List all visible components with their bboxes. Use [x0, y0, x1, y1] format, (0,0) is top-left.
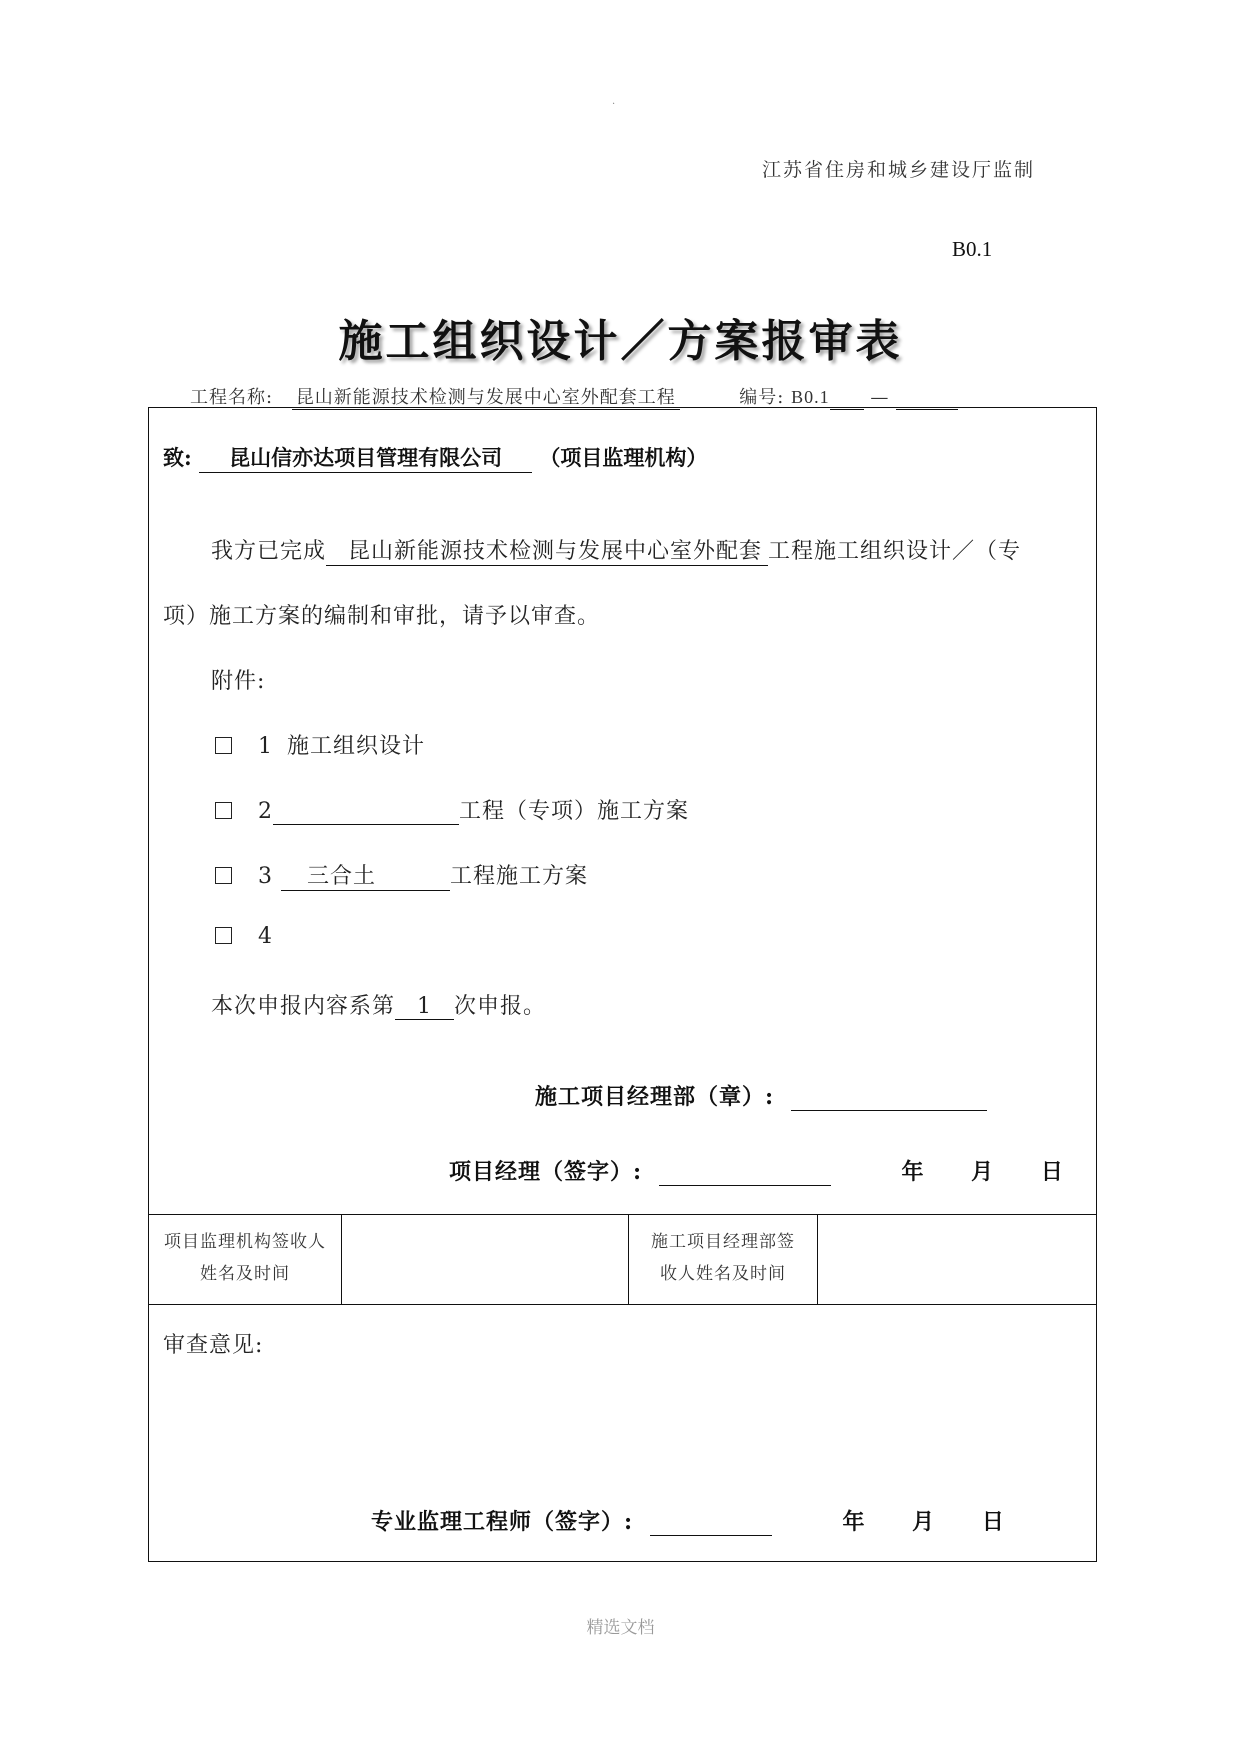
receipt-contractor-label: [629, 1226, 817, 1290]
attachment-2-blank[interactable]: [273, 802, 459, 825]
attachment-4-num: 4: [258, 924, 273, 949]
attachment-3-fill: 三合土: [281, 859, 450, 891]
to-value: 昆山信亦达项目管理有限公司: [199, 442, 532, 473]
engineer-sign-label: 专业监理工程师（签字）:: [371, 1509, 634, 1535]
page-title: 施工组织设计／方案报审表: [338, 316, 903, 367]
receipt-supervisor-label-1: 项目监理机构签收人: [164, 1232, 326, 1252]
pm-month: 月: [971, 1159, 995, 1185]
pm-day: 日: [1040, 1159, 1064, 1185]
submission-count: 1: [395, 994, 454, 1020]
pm-sign-blank[interactable]: [659, 1161, 831, 1186]
approval-form: [148, 407, 1097, 1562]
number-dash: —: [870, 387, 890, 408]
attachment-4: [215, 924, 273, 949]
attachments-label: 附件:: [211, 669, 266, 694]
attachment-3-num: 3: [258, 864, 273, 889]
attachment-1-num: 1: [258, 734, 273, 759]
engineer-day: 日: [981, 1509, 1005, 1535]
form-code: B0.1: [952, 237, 993, 261]
attachment-3: [215, 859, 588, 891]
dept-seal-label: 施工项目经理部（章）:: [535, 1084, 775, 1110]
engineer-year: 年: [842, 1509, 866, 1535]
attachment-2-text: 工程（专项）施工方案: [459, 799, 690, 824]
attachment-3-checkbox[interactable]: [215, 867, 232, 884]
receipt-divider-3: [817, 1214, 818, 1304]
statement-line-2: 项）施工方案的编制和审批，请予以审查。: [163, 604, 601, 629]
project-line: [190, 383, 958, 410]
pm-sign-line: [449, 1155, 1064, 1186]
submission-line: [211, 989, 546, 1020]
dept-seal-line: [535, 1080, 987, 1111]
receipt-contractor-label-2: 收人姓名及时间: [660, 1264, 786, 1284]
footer-text: 精选文档: [586, 1618, 655, 1638]
header-dot: .: [612, 96, 616, 107]
receipt-contractor-field[interactable]: [819, 1216, 1095, 1302]
attachment-2-checkbox[interactable]: [215, 802, 232, 819]
submission-prefix: 本次申报内容系第: [211, 994, 396, 1019]
receipt-supervisor-label-2: 姓名及时间: [200, 1264, 290, 1284]
attachment-3-text: 工程施工方案: [450, 864, 589, 889]
to-label: 致:: [163, 445, 192, 470]
attachment-1-text: 施工组织设计: [287, 734, 426, 759]
attachment-1: [215, 729, 425, 760]
addressee-line: [163, 442, 707, 473]
pm-sign-label: 项目经理（签字）:: [449, 1159, 643, 1185]
review-opinion-field[interactable]: [163, 1368, 1083, 1458]
dept-seal-blank[interactable]: [791, 1086, 987, 1111]
attachment-2-num: 2: [258, 799, 273, 824]
review-label: 审查意见:: [163, 1333, 264, 1358]
project-name-value: 昆山新能源技术检测与发展中心室外配套工程: [292, 383, 680, 410]
pm-year: 年: [901, 1159, 925, 1185]
engineer-sign-blank[interactable]: [650, 1511, 772, 1536]
receipt-divider-1: [341, 1214, 342, 1304]
issuer-text: 江苏省住房和城乡建设厅监制: [762, 159, 1036, 181]
submission-suffix: 次申报。: [454, 994, 547, 1019]
receipt-row-top-border: [149, 1214, 1096, 1215]
to-suffix: （项目监理机构）: [539, 445, 708, 470]
receipt-contractor-label-1: 施工项目经理部签: [651, 1232, 795, 1252]
receipt-supervisor-label: [149, 1226, 341, 1290]
number-prefix: B0.1: [791, 387, 830, 407]
project-name-label: 工程名称:: [190, 387, 274, 408]
receipt-supervisor-field[interactable]: [343, 1216, 627, 1302]
attachment-1-checkbox[interactable]: [215, 737, 232, 754]
number-label: 编号:: [739, 387, 785, 408]
attachment-4-checkbox[interactable]: [215, 927, 232, 944]
receipt-row-bottom-border: [149, 1304, 1096, 1305]
engineer-sign-line: [371, 1505, 1005, 1536]
attachment-2: [215, 794, 689, 825]
engineer-month: 月: [912, 1509, 936, 1535]
statement-prefix: 我方已完成: [211, 539, 327, 564]
statement-suffix: 工程施工组织设计／（专: [768, 539, 1022, 564]
statement-line-1: [211, 534, 1021, 566]
statement-project: 昆山新能源技术检测与发展中心室外配套: [326, 534, 768, 566]
